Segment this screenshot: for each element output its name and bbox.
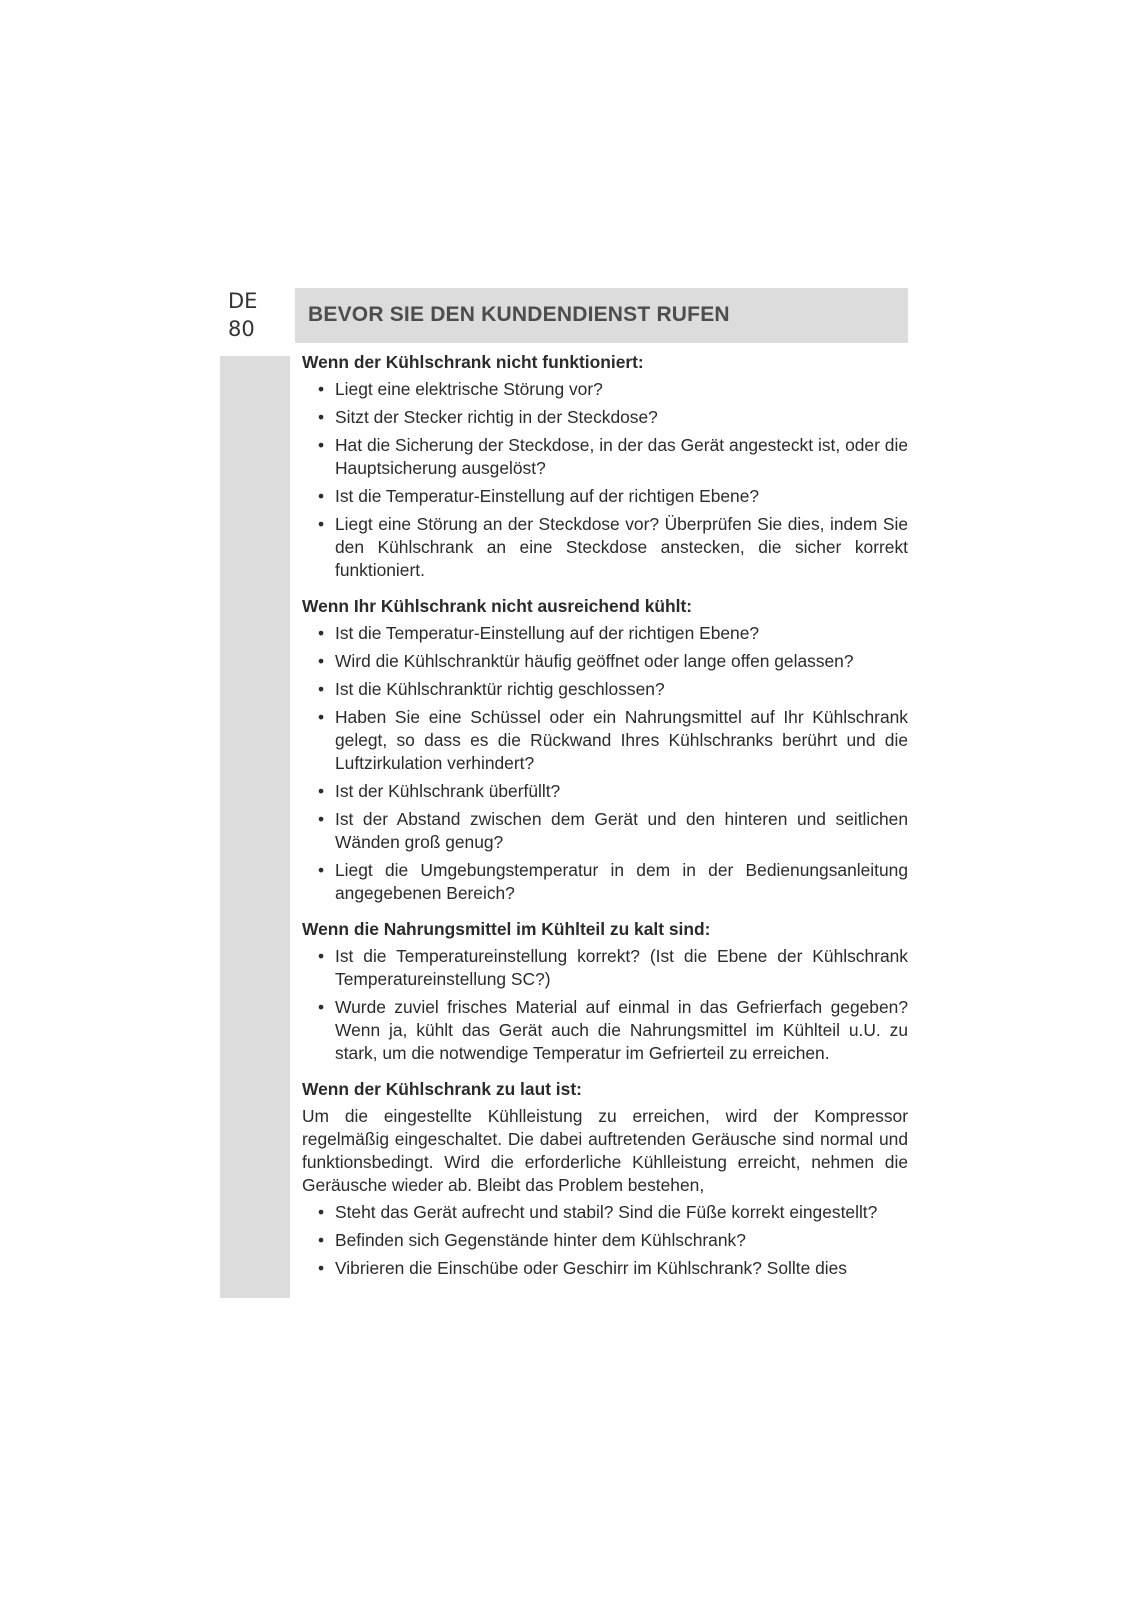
- bullet-icon: •: [318, 809, 325, 829]
- list-item: [302, 406, 908, 429]
- list-item: [302, 859, 908, 905]
- section-title: Wenn der Kühlschrank nicht funktioniert:: [302, 352, 644, 372]
- section-paragraph: Um die eingestellte Kühlleistung zu erreichen, wird der Kompressor regelmäßig eingeschaltet. Die dabei auftretenden Geräusche sind normal und funktionsbedingt. Wird die erforderliche Kühlleistung erreicht, nehmen die Geräusche wieder ab. Bleibt das Problem bestehen,: [302, 1106, 908, 1195]
- bullet-icon: •: [318, 860, 325, 880]
- bullet-icon: •: [318, 781, 325, 801]
- list-item-text: Liegt eine elektrische Störung vor?: [335, 379, 603, 399]
- bullet-list: [302, 945, 908, 1065]
- list-item-text: Vibrieren die Einschübe oder Geschirr im Kühlschrank? Sollte dies: [335, 1258, 847, 1278]
- list-item-text: Wurde zuviel frisches Material auf einmal in das Gefrierfach gegeben? Wenn ja, kühlt das Gerät auch die Nahrungsmittel im Kühlteil u.U. zu stark, um die notwendige Temperatur im Gefrierteil zu erreichen.: [335, 997, 908, 1063]
- list-item-text: Steht das Gerät aufrecht und stabil? Sind die Füße korrekt eingestellt?: [335, 1202, 878, 1222]
- list-item: [302, 996, 908, 1065]
- list-item-text: Wird die Kühlschranktür häufig geöffnet oder lange offen gelassen?: [335, 651, 854, 671]
- bullet-icon: •: [318, 379, 325, 399]
- page-number: 80: [228, 317, 255, 341]
- list-item-text: Liegt die Umgebungstemperatur in dem in der Bedienungsanleitung angegebenen Bereich?: [335, 860, 908, 903]
- section-not-working: [302, 351, 908, 582]
- list-item-text: Befinden sich Gegenstände hinter dem Kühlschrank?: [335, 1230, 746, 1250]
- list-item: [302, 1201, 908, 1224]
- language-code: DE: [228, 289, 258, 313]
- page-label: [228, 287, 257, 343]
- bullet-icon: •: [318, 407, 325, 427]
- list-item-text: Liegt eine Störung an der Steckdose vor? Überprüfen Sie dies, indem Sie den Kühlschrank an eine Steckdose anstecken, die sicher korrekt funktioniert.: [335, 514, 908, 580]
- bullet-icon: •: [318, 997, 325, 1017]
- list-item: [302, 622, 908, 645]
- section-title: Wenn die Nahrungsmittel im Kühlteil zu kalt sind:: [302, 919, 711, 939]
- bullet-icon: •: [318, 1202, 325, 1222]
- section-too-cold: [302, 918, 908, 1065]
- bullet-icon: •: [318, 486, 325, 506]
- bullet-icon: •: [318, 1258, 325, 1278]
- list-item-text: Haben Sie eine Schüssel oder ein Nahrungsmittel auf Ihr Kühlschrank gelegt, so dass es die Rückwand Ihres Kühlschranks berührt und die Luftzirkulation verhindert?: [335, 707, 908, 773]
- bullet-list: [302, 1201, 908, 1280]
- side-margin-bar: [220, 356, 290, 1298]
- bullet-icon: •: [318, 514, 325, 534]
- list-item-text: Ist der Kühlschrank überfüllt?: [335, 781, 561, 801]
- list-item-text: Ist die Kühlschranktür richtig geschlossen?: [335, 679, 665, 699]
- list-item: [302, 678, 908, 701]
- list-item: [302, 780, 908, 803]
- list-item: [302, 434, 908, 480]
- list-item-text: Ist die Temperatureinstellung korrekt? (Ist die Ebene der Kühlschrank Temperatureinstellung SC?): [335, 946, 908, 989]
- section-too-loud: [302, 1078, 908, 1280]
- list-item-text: Sitzt der Stecker richtig in der Steckdose?: [335, 407, 658, 427]
- bullet-icon: •: [318, 651, 325, 671]
- list-item: [302, 945, 908, 991]
- section-header: [295, 288, 908, 343]
- list-item-text: Ist die Temperatur-Einstellung auf der richtigen Ebene?: [335, 623, 760, 643]
- section-not-cooling: [302, 595, 908, 905]
- list-item-text: Hat die Sicherung der Steckdose, in der das Gerät angesteckt ist, oder die Hauptsicherung ausgelöst?: [335, 435, 908, 478]
- bullet-list: [302, 378, 908, 582]
- bullet-icon: •: [318, 1230, 325, 1250]
- bullet-icon: •: [318, 707, 325, 727]
- bullet-icon: •: [318, 946, 325, 966]
- bullet-icon: •: [318, 435, 325, 455]
- section-title: Wenn der Kühlschrank zu laut ist:: [302, 1079, 582, 1099]
- list-item: [302, 1257, 908, 1280]
- section-title: Wenn Ihr Kühlschrank nicht ausreichend kühlt:: [302, 596, 693, 616]
- list-item: [302, 1229, 908, 1252]
- list-item: [302, 378, 908, 401]
- list-item-text: Ist die Temperatur-Einstellung auf der richtigen Ebene?: [335, 486, 760, 506]
- bullet-icon: •: [318, 623, 325, 643]
- page-title: BEVOR SIE DEN KUNDENDIENST RUFEN: [308, 303, 730, 326]
- bullet-list: [302, 622, 908, 905]
- content-area: [302, 351, 908, 1293]
- list-item: [302, 513, 908, 582]
- list-item: [302, 706, 908, 775]
- list-item: [302, 485, 908, 508]
- list-item: [302, 808, 908, 854]
- list-item-text: Ist der Abstand zwischen dem Gerät und den hinteren und seitlichen Wänden groß genug?: [335, 809, 908, 852]
- bullet-icon: •: [318, 679, 325, 699]
- list-item: [302, 650, 908, 673]
